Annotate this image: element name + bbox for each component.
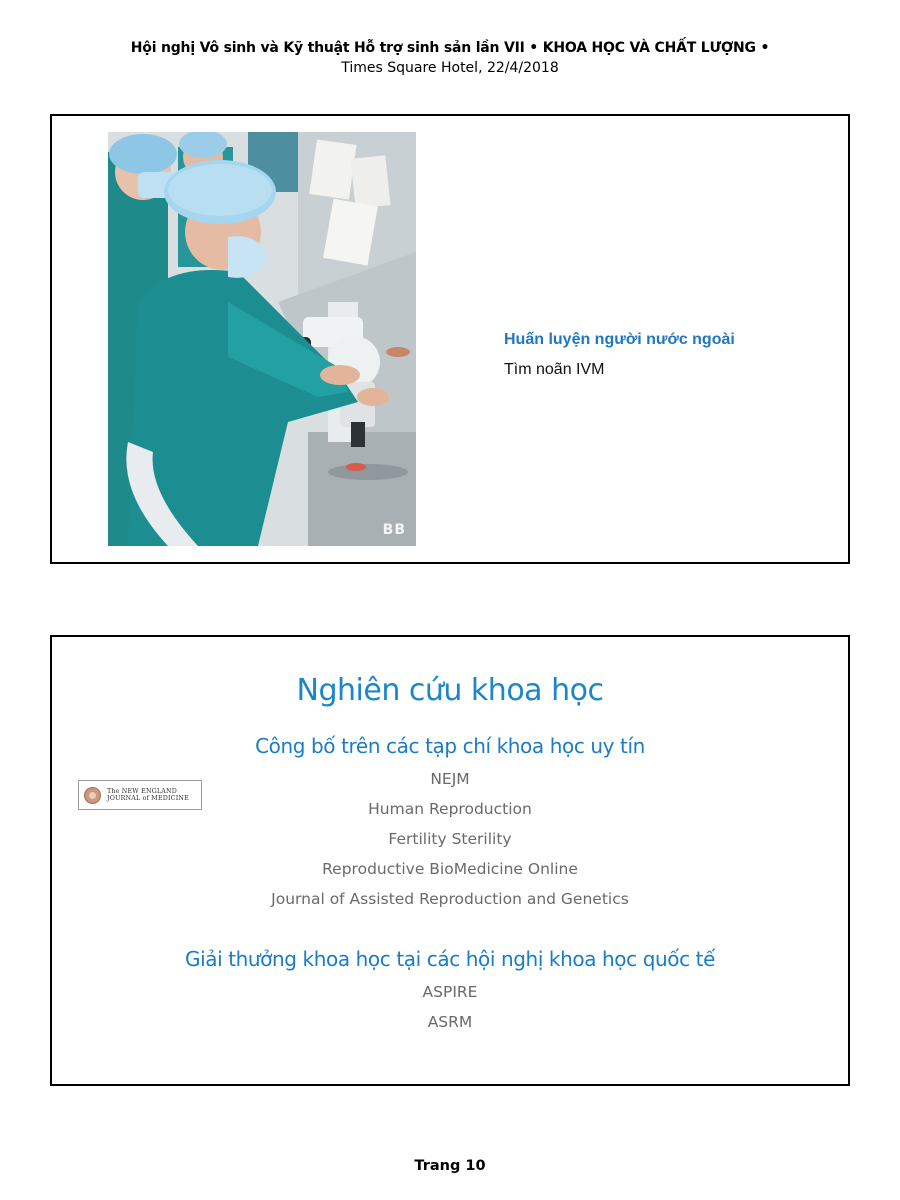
awards-heading: Giải thưởng khoa học tại các hội nghị khoa học quốc tế (184, 947, 716, 971)
document-header (0, 40, 900, 76)
list-item: ASRM (427, 1013, 473, 1031)
nejm-seal-icon (84, 787, 101, 804)
awards-list (52, 977, 848, 1037)
conference-title: Hội nghị Vô sinh và Kỹ thuật Hỗ trợ sinh sản lần VII • KHOA HỌC VÀ CHẤT LƯỢNG • (130, 40, 770, 56)
list-item: Reproductive BioMedicine Online (322, 860, 578, 878)
training-subtitle: Tìm noãn IVM (504, 361, 605, 378)
slide-research (50, 635, 850, 1086)
logo-line: The NEW ENGLAND (107, 787, 177, 795)
research-title: Nghiên cứu khoa học (296, 673, 604, 708)
page-number: Trang 10 (414, 1158, 486, 1174)
slide-training (50, 114, 850, 564)
list-item: ASPIRE (422, 983, 478, 1001)
nejm-logo (78, 780, 202, 810)
photo-watermark: BB (382, 522, 406, 538)
list-item: NEJM (430, 770, 470, 788)
list-item: Fertility Sterility (388, 830, 512, 848)
logo-line: JOURNAL of MEDICINE (107, 795, 189, 802)
lab-photo (108, 132, 416, 546)
publications-heading: Công bố trên các tạp chí khoa học uy tín (255, 734, 645, 758)
list-item: Human Reproduction (368, 800, 532, 818)
list-item: Journal of Assisted Reproduction and Genetics (271, 890, 629, 908)
training-title: Huấn luyện người nước ngoài (504, 331, 735, 348)
conference-venue-date: Times Square Hotel, 22/4/2018 (341, 60, 559, 76)
